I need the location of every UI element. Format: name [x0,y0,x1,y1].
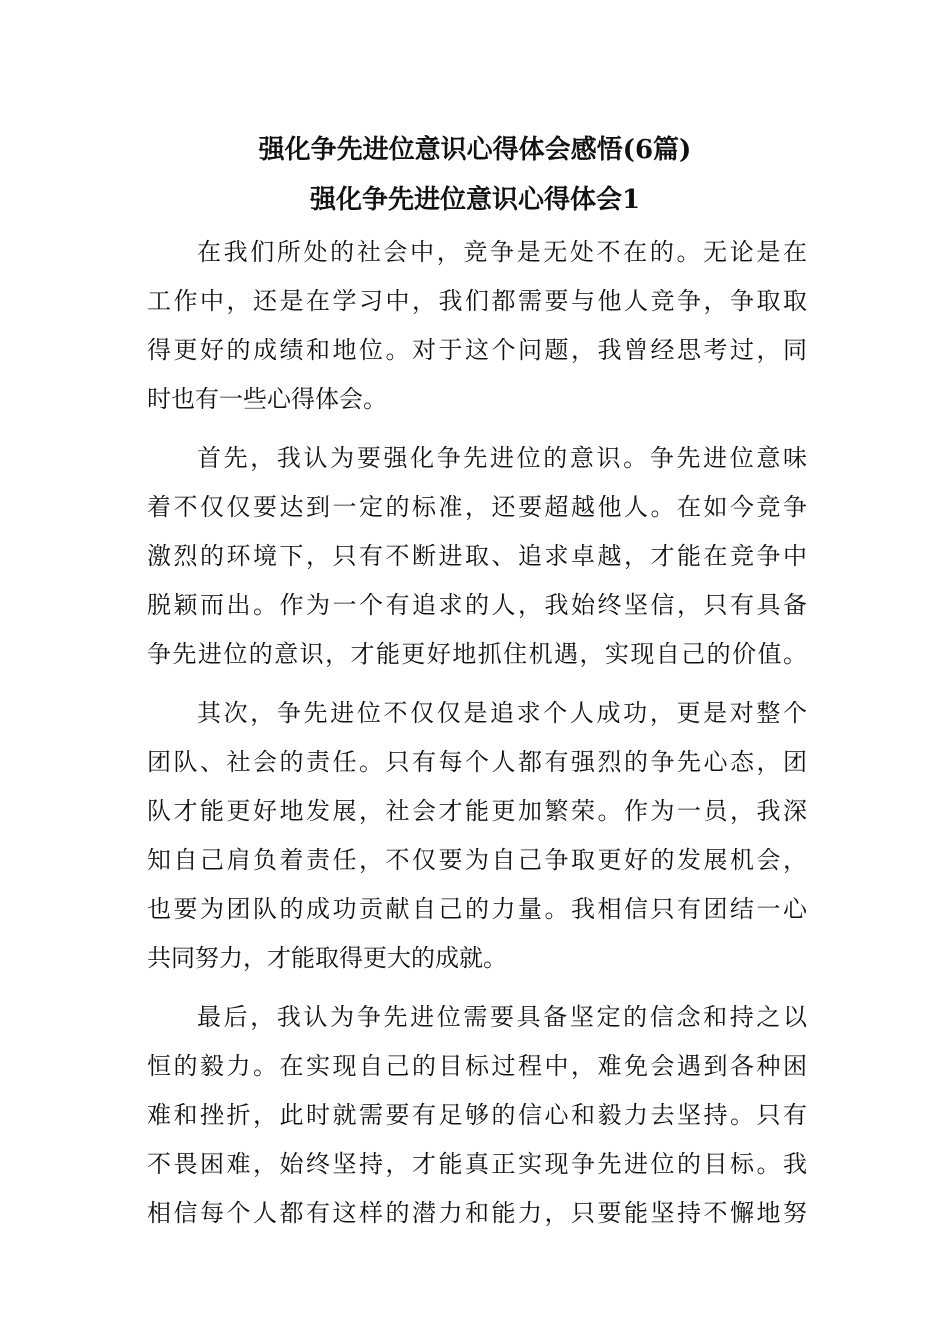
text-line: 时也有一些心得体会。 [147,385,387,413]
text-line: 知自己肩负着责任，不仅要为自己争取更好的发展机会， [147,846,807,874]
text-line: 激烈的环境下，只有不断进取、追求卓越，才能在竞争中 [147,542,807,570]
text-line: 不畏困难，始终坚持，才能真正实现争先进位的目标。我 [147,1150,807,1178]
text-line: 共同努力，才能取得更大的成就。 [147,944,507,972]
text-line: 得更好的成绩和地位。对于这个问题，我曾经思考过，同 [147,336,807,364]
text-line: 队才能更好地发展，社会才能更加繁荣。作为一员，我深 [147,797,807,825]
text-line: 恒的毅力。在实现自己的目标过程中，难免会遇到各种困 [147,1052,807,1080]
text-line: 首先，我认为要强化争先进位的意识。争先进位意味 [197,444,807,472]
section-heading: 强化争先进位意识心得体会1 [309,185,641,215]
text-line: 难和挫折，此时就需要有足够的信心和毅力去坚持。只有 [147,1101,807,1129]
document-title: 强化争先进位意识心得体会感悟(6篇) [258,135,692,165]
paragraph [147,434,807,679]
text-line: 工作中，还是在学习中，我们都需要与他人竞争，争取取 [147,287,807,315]
text-line: 最后，我认为争先进位需要具备坚定的信念和持之以 [197,1003,807,1031]
text-line: 争先进位的意识，才能更好地抓住机遇，实现自己的价值。 [147,640,807,668]
text-line: 着不仅仅要达到一定的标准，还要超越他人。在如今竞争 [147,493,807,521]
paragraph [147,689,807,983]
document-body [147,228,807,1238]
text-line: 脱颖而出。作为一个有追求的人，我始终坚信，只有具备 [147,591,807,619]
paragraph [147,993,807,1238]
text-line: 也要为团队的成功贡献自己的力量。我相信只有团结一心 [147,895,807,923]
text-line: 在我们所处的社会中，竞争是无处不在的。无论是在 [197,238,807,266]
text-line: 相信每个人都有这样的潜力和能力，只要能坚持不懈地努 [147,1199,807,1227]
text-line: 团队、社会的责任。只有每个人都有强烈的争先心态，团 [147,748,807,776]
paragraph [147,228,807,424]
text-line: 其次，争先进位不仅仅是追求个人成功，更是对整个 [197,699,807,727]
